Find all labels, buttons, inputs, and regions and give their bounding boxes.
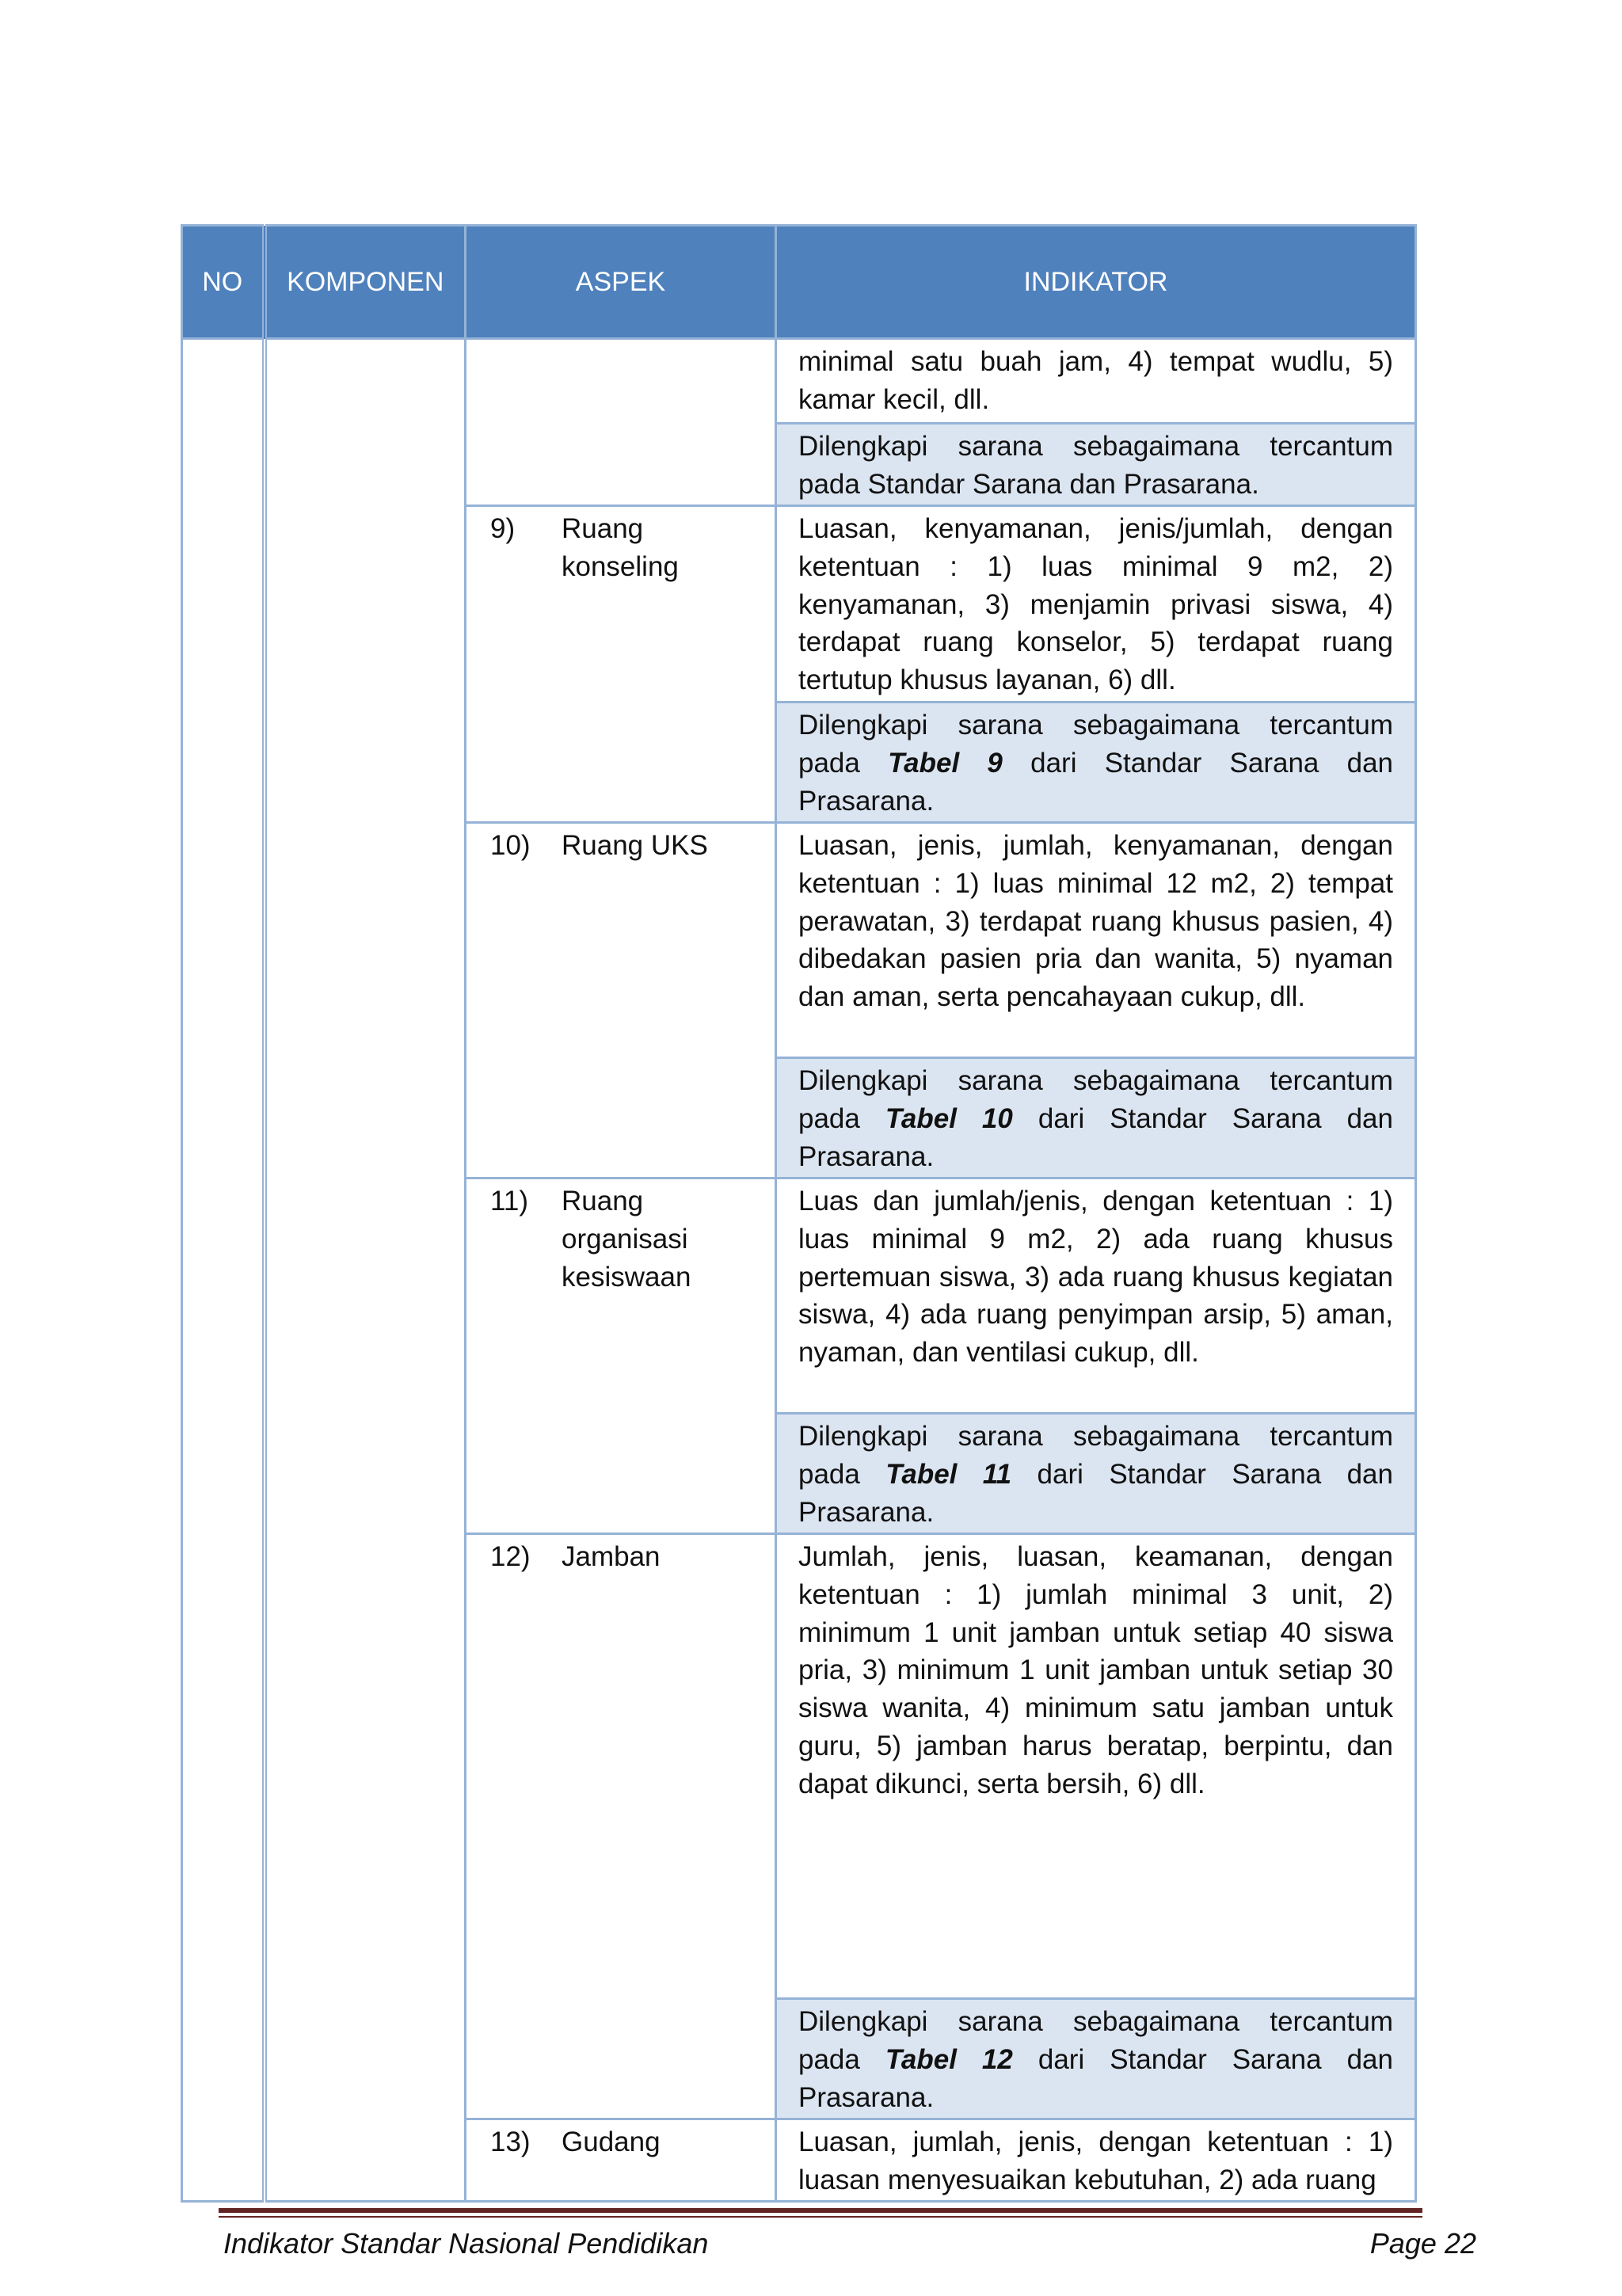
header-aspek: ASPEK bbox=[466, 226, 776, 339]
indikator-cell bbox=[776, 823, 1416, 1058]
aspek-number: 12) bbox=[490, 1541, 531, 1572]
header-indikator: INDIKATOR bbox=[776, 226, 1416, 339]
table-reference: Tabel 11 bbox=[885, 1458, 1012, 1490]
indikator-cell bbox=[776, 2119, 1416, 2202]
no-cell bbox=[182, 339, 265, 2202]
komponen-cell bbox=[265, 339, 466, 2202]
footer-rule-thin bbox=[219, 2216, 1422, 2218]
aspek-label: Jamban bbox=[562, 1541, 661, 1572]
header-no: NO bbox=[182, 226, 265, 339]
table-row bbox=[182, 339, 1416, 424]
indikator-cell bbox=[776, 1414, 1416, 1534]
footer-rule bbox=[219, 2208, 1422, 2213]
indikator-cell bbox=[776, 1178, 1416, 1414]
footer-title: Indikator Standar Nasional Pendidikan bbox=[223, 2227, 709, 2260]
indikator-cell bbox=[776, 1999, 1416, 2119]
indikator-text: Dilengkapi sarana sebagaimana tercantum pada Tabel 12 dari Standar Sarana dan Prasarana. bbox=[777, 2000, 1414, 2118]
header-komponen: KOMPONEN bbox=[265, 226, 466, 339]
table-reference: Tabel 12 bbox=[885, 2043, 1013, 2075]
table-reference: Tabel 9 bbox=[888, 747, 1003, 779]
indikator-text: Luas dan jumlah/jenis, dengan ketentuan : 1) luas minimal 9 m2, 2) ada ruang khusus pertemuan siswa, 3) ada ruang khusus kegiatan siswa, 4) ada ruang penyimpan arsip, 5) aman, nyaman, dan ventilasi cukup, dll. bbox=[798, 1186, 1393, 1369]
aspek-cell bbox=[466, 1178, 776, 1534]
indikator-text: Dilengkapi sarana sebagaimana tercantum pada Tabel 11 dari Standar Sarana dan Prasarana. bbox=[777, 1415, 1414, 1533]
indikator-cell bbox=[776, 339, 1416, 424]
aspek-label: Ruang UKS bbox=[562, 830, 708, 861]
aspek-label: Ruang konseling bbox=[562, 513, 679, 582]
indikator-text: Luasan, kenyamanan, jenis/jumlah, dengan ketentuan : 1) luas minimal 9 m2, 2) kenyamanan, 3) menjamin privasi siswa, 4) terdapat ruang konselor, 5) terdapat ruang tertutup khusus layanan, 6) dll. bbox=[798, 513, 1393, 696]
aspek-cell-empty bbox=[466, 339, 776, 506]
indikator-cell bbox=[776, 424, 1416, 506]
indikator-text: Dilengkapi sarana sebagaimana tercantum pada Standar Sarana dan Prasarana. bbox=[777, 425, 1414, 505]
indikator-text: Jumlah, jenis, luasan, keamanan, dengan ketentuan : 1) jumlah minimal 3 unit, 2) minimum 1 unit jamban untuk setiap 40 siswa pria, 3) minimum 1 unit jamban untuk setiap 30 siswa wanita, 4) minimum satu jamban untuk guru, 5) jamban harus beratap, berpintu, dan dapat dikunci, serta bersih, 6) dll. bbox=[798, 1541, 1393, 1799]
aspek-cell bbox=[466, 1534, 776, 2119]
aspek-number: 9) bbox=[490, 513, 516, 544]
table-header-row bbox=[182, 226, 1416, 339]
aspek-number: 11) bbox=[490, 1186, 528, 1217]
aspek-label: Gudang bbox=[562, 2127, 661, 2157]
indikator-cell bbox=[776, 1534, 1416, 1999]
indikator-text: minimal satu buah jam, 4) tempat wudlu, 5) kamar kecil, dll. bbox=[798, 346, 1393, 415]
indikator-cell bbox=[776, 506, 1416, 703]
indikator-text: Dilengkapi sarana sebagaimana tercantum pada Tabel 9 dari Standar Sarana dan Prasarana. bbox=[777, 703, 1414, 821]
aspek-cell bbox=[466, 506, 776, 823]
aspek-cell bbox=[466, 823, 776, 1178]
aspek-label: Ruang organisasi kesiswaan bbox=[562, 1186, 691, 1293]
indikator-text: Luasan, jenis, jumlah, kenyamanan, dengan ketentuan : 1) luas minimal 12 m2, 2) tempat perawatan, 3) terdapat ruang khusus pasien, 4) dibedakan pasien pria dan wanita, 5) nyaman dan aman, serta pencahayaan cukup, dll. bbox=[798, 830, 1393, 1013]
indicator-table bbox=[181, 224, 1417, 2203]
indikator-cell bbox=[776, 703, 1416, 823]
indikator-text: Luasan, jumlah, jenis, dengan ketentuan : 1) luasan menyesuaikan kebutuhan, 2) ada ruang bbox=[798, 2127, 1393, 2195]
table-reference: Tabel 10 bbox=[885, 1102, 1013, 1134]
aspek-number: 13) bbox=[490, 2127, 531, 2157]
page-number: Page 22 bbox=[1369, 2227, 1476, 2260]
indikator-cell bbox=[776, 1058, 1416, 1178]
aspek-cell bbox=[466, 2119, 776, 2202]
aspek-number: 10) bbox=[490, 830, 531, 861]
indikator-text: Dilengkapi sarana sebagaimana tercantum pada Tabel 10 dari Standar Sarana dan Prasarana. bbox=[777, 1059, 1414, 1177]
